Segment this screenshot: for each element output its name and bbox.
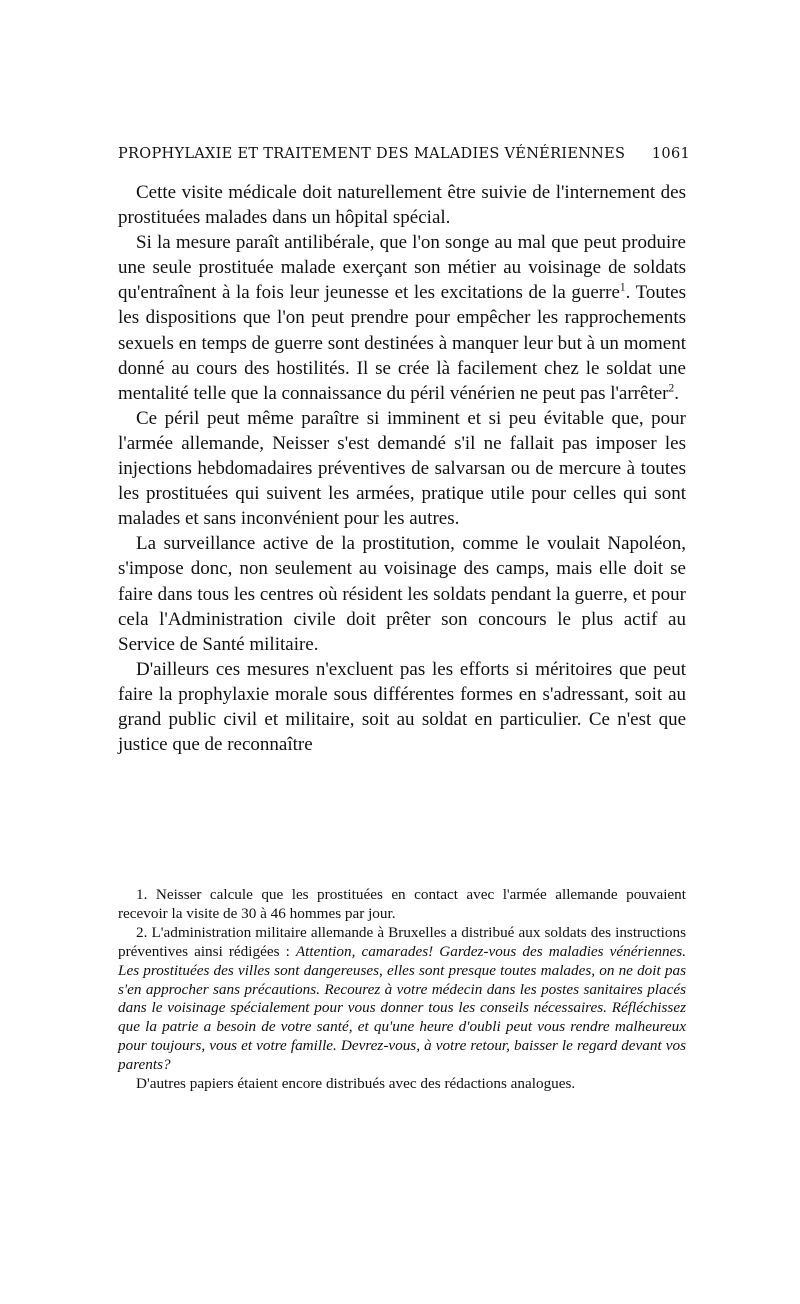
paragraph-2-part-b: . Toutes les dispositions que l'on peut prendre pour empêcher les rapprochements sexuels en temps de guerre sont destinées à manquer leur but à un moment donné au cours des hostilités. Il se crée là facilement chez le soldat une mentalité telle que la connaissance du péril vénérien ne peut pas l'arrêter [118, 282, 686, 404]
paragraph-1: Cette visite médicale doit naturellement être suivie de l'internement des prostituées malades dans un hôpital spécial. [118, 182, 686, 229]
footnote-2-quote: Attention, camarades! Gardez-vous des maladies vénériennes. Les prostituées des villes sont dangereuses, elles sont presque toutes malades, on ne doit pas s'en approcher sans précautions. Recourez à votre médecin dans les postes sanitaires placés dans le voisinage spécialement pour vous donner tous les conseils nécessaires. Réfléchissez que la patrie a besoin de votre santé, et qu'une heure d'oubli peut vous rendre malheureux pour toujours, vous et votre famille. Devrez-vous, à votre retour, baisser le regard devant vos parents? [118, 942, 686, 1074]
main-text [118, 180, 686, 757]
footnote-2-tail: D'autres papiers étaient encore distribués avec des rédactions analogues. [136, 1075, 576, 1093]
paragraph-4: La surveillance active de la prostitution, comme le voulait Napoléon, s'impose donc, non seulement au voisinage des camps, mais elle doit se faire dans tous les centres où résident les soldats pendant la guerre, et pour cela l'Administration civile doit prêter son concours le plus actif au Service de Santé militaire. [118, 533, 686, 655]
footnote-2 [118, 924, 686, 1075]
running-header [118, 146, 690, 162]
paragraph-5: D'ailleurs ces mesures n'excluent pas les efforts si méritoires que peut faire la prophylaxie morale sous différentes formes en s'adressant, soit au grand public civil et militaire, soit au soldat en particulier. Ce n'est que justice que de reconnaître [118, 658, 686, 756]
footnote-2-intro: 2. L'administration militaire allemande à Bruxelles a distribué aux soldats des instructions préventives ainsi rédigées : [118, 923, 686, 960]
footnote-ref-2: 2 [668, 382, 675, 395]
footnote-1: 1. Neisser calcule que les prostituées en contact avec l'armée allemande pouvaient recevoir la visite de 30 à 46 hommes par jour. [118, 886, 686, 922]
page-number: 1061 [651, 146, 690, 162]
paragraph-2-part-c: . [674, 382, 679, 404]
paragraph-2-part-a: Si la mesure paraît antilibérale, que l'on songe au mal que peut produire une seule prostituée malade exerçant son métier au voisinage de soldats qu'entraînent à la fois leur jeunesse et les excitations de la guerre [118, 232, 686, 304]
paragraph-3: Ce péril peut même paraître si imminent et si peu évitable que, pour l'armée allemande, Neisser s'est demandé s'il ne fallait pas imposer les injections hebdomadaires préventives de salvarsan ou de mercure à toutes les prostituées qui suivent les armées, pratique utile pour celles qui sont malades et sans inconvénient pour les autres. [118, 407, 686, 530]
footnotes [118, 886, 686, 1094]
paragraph-2 [118, 230, 686, 406]
footnote-ref-1: 1 [619, 282, 626, 295]
running-title: PROPHYLAXIE ET TRAITEMENT DES MALADIES VÉNÉRIENNES [118, 146, 626, 162]
